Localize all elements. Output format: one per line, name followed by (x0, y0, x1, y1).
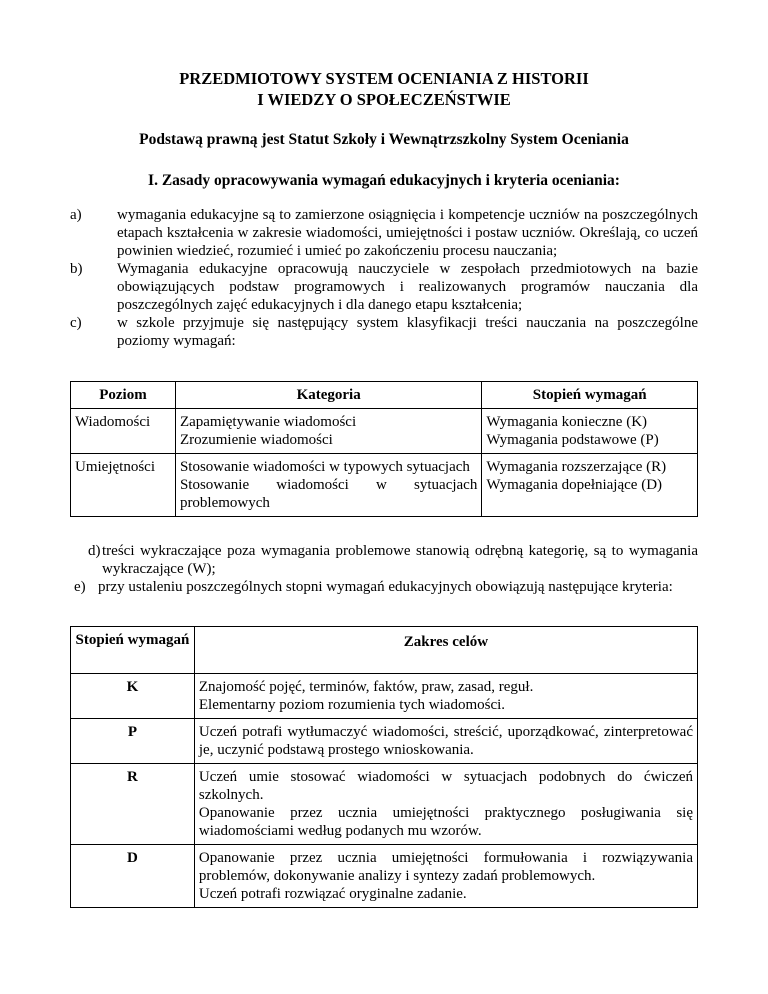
scope-line: Uczeń umie stosować wiadomości w sytuacjach podobnych do ćwiczeń szkolnych. (198, 769, 693, 803)
scope-line: Elementarny poziom rozumienia tych wiadomości. (198, 697, 506, 713)
table-row (71, 719, 698, 764)
grade-cell: K (71, 674, 195, 719)
criteria-list (70, 542, 698, 596)
list-item (70, 542, 698, 578)
grade-cell: P (71, 719, 195, 764)
list-marker: a) (70, 207, 82, 223)
list-item (70, 260, 698, 314)
levels-table (70, 381, 698, 517)
requirement-line: Wymagania konieczne (K) (486, 414, 648, 430)
requirements-list (70, 206, 698, 350)
scope-cell (194, 719, 697, 764)
scope-line: Opanowanie przez ucznia umiejętności formułowania i rozwiązywania problemów, dokonywanie analizy i syntezy zadań problemowych. (198, 850, 693, 884)
list-marker: d) (88, 543, 101, 559)
page-title (0, 68, 768, 110)
table-row (71, 454, 698, 517)
category-cell (175, 409, 481, 454)
requirement-line: Wymagania rozszerzające (R) (486, 459, 667, 475)
list-item (70, 578, 698, 596)
list-marker: b) (70, 261, 83, 277)
section-title: I. Zasady opracowywania wymagań edukacyjnych i kryteria oceniania: (148, 172, 620, 189)
scope-line: Uczeń potrafi wytłumaczyć wiadomości, streścić, uporządkować, zinterpretować je, uczynić podstawą prostego wnioskowania. (198, 724, 693, 758)
level-cell: Umiejętności (71, 454, 176, 517)
title-line-1: PRZEDMIOTOWY SYSTEM OCENIANIA Z HISTORII (179, 69, 589, 88)
header-requirement: Stopień wymagań (482, 382, 698, 409)
list-text: Wymagania edukacyjne opracowują nauczyciele w zespołach przedmiotowych na bazie obowiązujących podstaw programowych i realizowanych programów nauczania dla poszczególnych zajęć edukacyjnych i dla danego etapu kształcenia; (117, 261, 698, 313)
requirement-cell (482, 454, 698, 517)
title-line-2: I WIEDZY O SPOŁECZEŃSTWIE (257, 90, 511, 109)
list-text: w szkole przyjmuje się następujący system klasyfikacji treści nauczania na poszczególne poziomy wymagań: (117, 315, 698, 349)
scope-cell (194, 764, 697, 845)
scope-line: Opanowanie przez ucznia umiejętności praktycznego posługiwania się wiadomościami według podanych mu wzorów. (198, 805, 693, 839)
category-line: Stosowanie wiadomości w sytuacjach problemowych (179, 477, 478, 511)
scope-cell (194, 674, 697, 719)
grade-cell: D (71, 845, 195, 908)
header-grade: Stopień wymagań (71, 627, 195, 674)
list-marker: c) (70, 315, 82, 331)
requirement-line: Wymagania dopełniające (D) (486, 477, 663, 493)
category-line: Stosowanie wiadomości w typowych sytuacjach (179, 459, 470, 475)
table-row (71, 674, 698, 719)
table-row (71, 845, 698, 908)
list-item (70, 314, 698, 350)
scope-cell (194, 845, 697, 908)
scope-line: Znajomość pojęć, terminów, faktów, praw, zasad, reguł. (198, 679, 534, 695)
criteria-table (70, 626, 698, 908)
category-line: Zrozumienie wiadomości (179, 432, 333, 448)
level-cell: Wiadomości (71, 409, 176, 454)
category-cell (175, 454, 481, 517)
legal-basis: Podstawą prawną jest Statut Szkoły i Wewnątrzszkolny System Oceniania (139, 131, 629, 148)
header-category: Kategoria (175, 382, 481, 409)
list-text: przy ustaleniu poszczególnych stopni wymagań edukacyjnych obowiązują następujące kryteria: (98, 579, 673, 595)
table-header-row (71, 627, 698, 674)
table-row (71, 764, 698, 845)
header-scope: Zakres celów (194, 627, 697, 674)
list-text: wymagania edukacyjne są to zamierzone osiągnięcia i kompetencje uczniów na poszczególnych etapach kształcenia w zakresie wiadomości, umiejętności i postaw uczniów. Określają, co uczeń powinien wiedzieć, rozumieć i umieć po zakończeniu procesu nauczania; (117, 207, 698, 259)
table-header-row (71, 382, 698, 409)
list-text: treści wykraczające poza wymagania problemowe stanowią odrębną kategorię, są to wymagania wykraczające (W); (102, 543, 698, 577)
requirement-line: Wymagania podstawowe (P) (486, 432, 659, 448)
category-line: Zapamiętywanie wiadomości (179, 414, 357, 430)
grade-cell: R (71, 764, 195, 845)
header-level: Poziom (71, 382, 176, 409)
table-row (71, 409, 698, 454)
list-item (70, 206, 698, 260)
requirement-cell (482, 409, 698, 454)
list-marker: e) (74, 579, 86, 595)
scope-line: Uczeń potrafi rozwiązać oryginalne zadanie. (198, 886, 467, 902)
